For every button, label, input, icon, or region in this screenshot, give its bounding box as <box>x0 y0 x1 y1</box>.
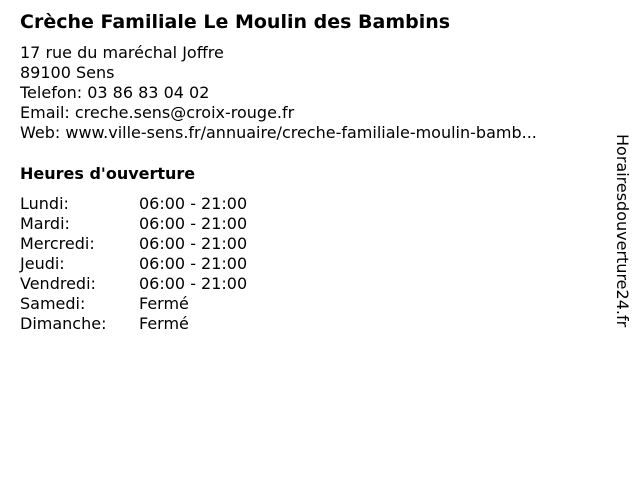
time-value: 06:00 - 21:00 <box>139 194 248 213</box>
website-link[interactable]: Web: www.ville-sens.fr/annuaire/creche-familiale-moulin-bamb... <box>20 123 537 142</box>
hours-heading: Heures d'ouverture <box>20 164 196 183</box>
time-value: Fermé <box>139 294 189 313</box>
page-title: Crèche Familiale Le Moulin des Bambins <box>20 11 451 33</box>
street-address: 17 rue du maréchal Joffre <box>20 43 224 62</box>
day-label: Dimanche: <box>20 314 107 333</box>
hours-table <box>20 194 247 334</box>
time-value: Fermé <box>139 314 189 333</box>
phone-number: Telefon: 03 86 83 04 02 <box>20 83 210 102</box>
day-label: Samedi: <box>20 294 86 313</box>
hours-row-thursday <box>20 254 247 274</box>
hours-row-tuesday <box>20 214 247 234</box>
day-label: Jeudi: <box>20 254 65 273</box>
time-value: 06:00 - 21:00 <box>139 234 248 253</box>
email-address: Email: creche.sens@croix-rouge.fr <box>20 103 295 122</box>
day-label: Mardi: <box>20 214 70 233</box>
hours-row-saturday <box>20 294 247 314</box>
city: 89100 Sens <box>20 63 115 82</box>
address-block <box>20 43 537 143</box>
time-value: 06:00 - 21:00 <box>139 214 248 233</box>
day-label: Vendredi: <box>20 274 96 293</box>
day-label: Lundi: <box>20 194 69 213</box>
site-watermark-label: Horairesdouverture24.fr <box>613 134 632 328</box>
time-value: 06:00 - 21:00 <box>139 274 248 293</box>
hours-row-sunday <box>20 314 247 334</box>
hours-row-friday <box>20 274 247 294</box>
hours-row-wednesday <box>20 234 247 254</box>
day-label: Mercredi: <box>20 234 95 253</box>
hours-row-monday <box>20 194 247 214</box>
time-value: 06:00 - 21:00 <box>139 254 248 273</box>
